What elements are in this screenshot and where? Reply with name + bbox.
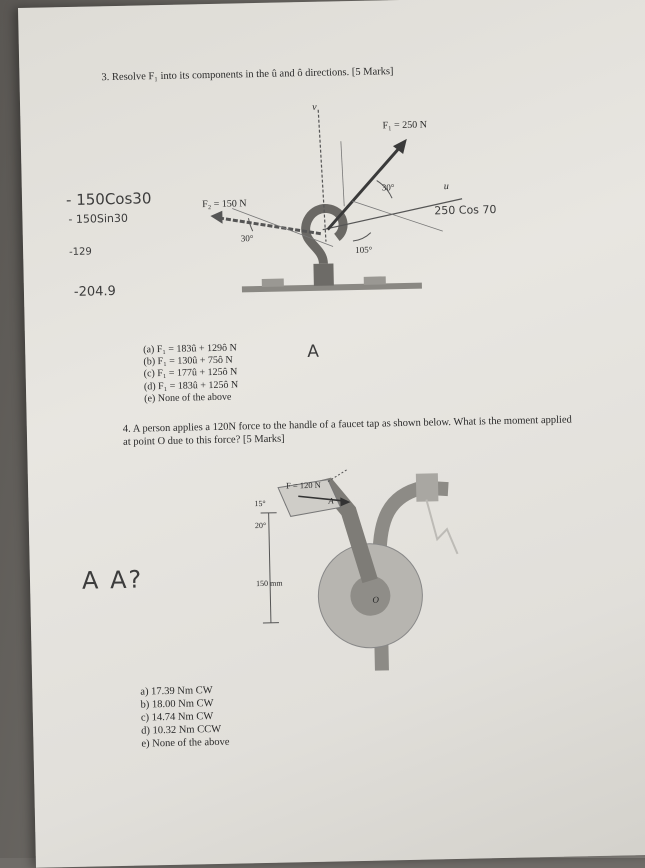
water-stream [426,499,457,555]
angle-20: 20° [255,521,266,530]
handwriting-right-note: 250 Cos 70 [434,203,496,217]
u-axis-label: u [444,181,449,192]
handwriting-answer-q4: A A? [82,566,144,595]
f1-label: F₁ = 250 N [382,119,427,131]
handwriting-line-4: -204.9 [74,284,116,300]
q3-option-c: (c) F₁ = 177û + 125ô N [144,367,238,381]
angle-105: 105° [355,245,372,255]
q4-option-c: c) 14.74 Nm CW [141,710,229,725]
point-a-label: A [328,495,333,505]
v-axis-label: v [312,102,317,113]
faucet-diagram [18,0,645,708]
point-o-label: O [372,595,379,605]
question-4-text: 4. A person applies a 120N force to the handle of a faucet tap as shown below. What is the moment applied at point O due to this force? [5 Marks] [123,413,573,448]
length-label: 150 mm [256,579,283,589]
q3-option-e: (e) None of the above [144,391,238,405]
angle-15: 15° [254,499,265,508]
q4-option-a: a) 17.39 Nm CW [140,684,228,699]
handwriting-answer-q3: A [307,342,319,362]
q3-option-d: (d) F₁ = 183û + 125ô N [144,379,238,393]
handwriting-line-2: - 150Sin30 [68,212,128,226]
question-4-options [140,684,229,751]
f2-label: F₂ = 150 N [202,198,247,210]
q4-option-d: d) 10.32 Nm CCW [141,723,229,738]
angle-30-left: 30° [241,233,254,243]
q4-option-b: b) 18.00 Nm CW [140,697,228,712]
dim-line-150 [269,513,271,623]
handwriting-line-3: -129 [69,247,92,258]
paper-sheet [18,0,645,868]
handwriting-line-1: - 150Cos30 [66,189,152,209]
angle-30-top: 30° [382,182,395,192]
q3-option-a: (a) F₁ = 183û + 129ô N [143,342,237,356]
spout-tip [416,473,439,501]
question-3-text: 3. Resolve F₁ into its components in the û and ô directions. [5 Marks] [101,63,521,83]
q4-option-e: e) None of the above [141,736,229,751]
force-label: F = 120 N [286,480,321,491]
q3-option-b: (b) F₁ = 130û + 75ô N [143,355,237,369]
